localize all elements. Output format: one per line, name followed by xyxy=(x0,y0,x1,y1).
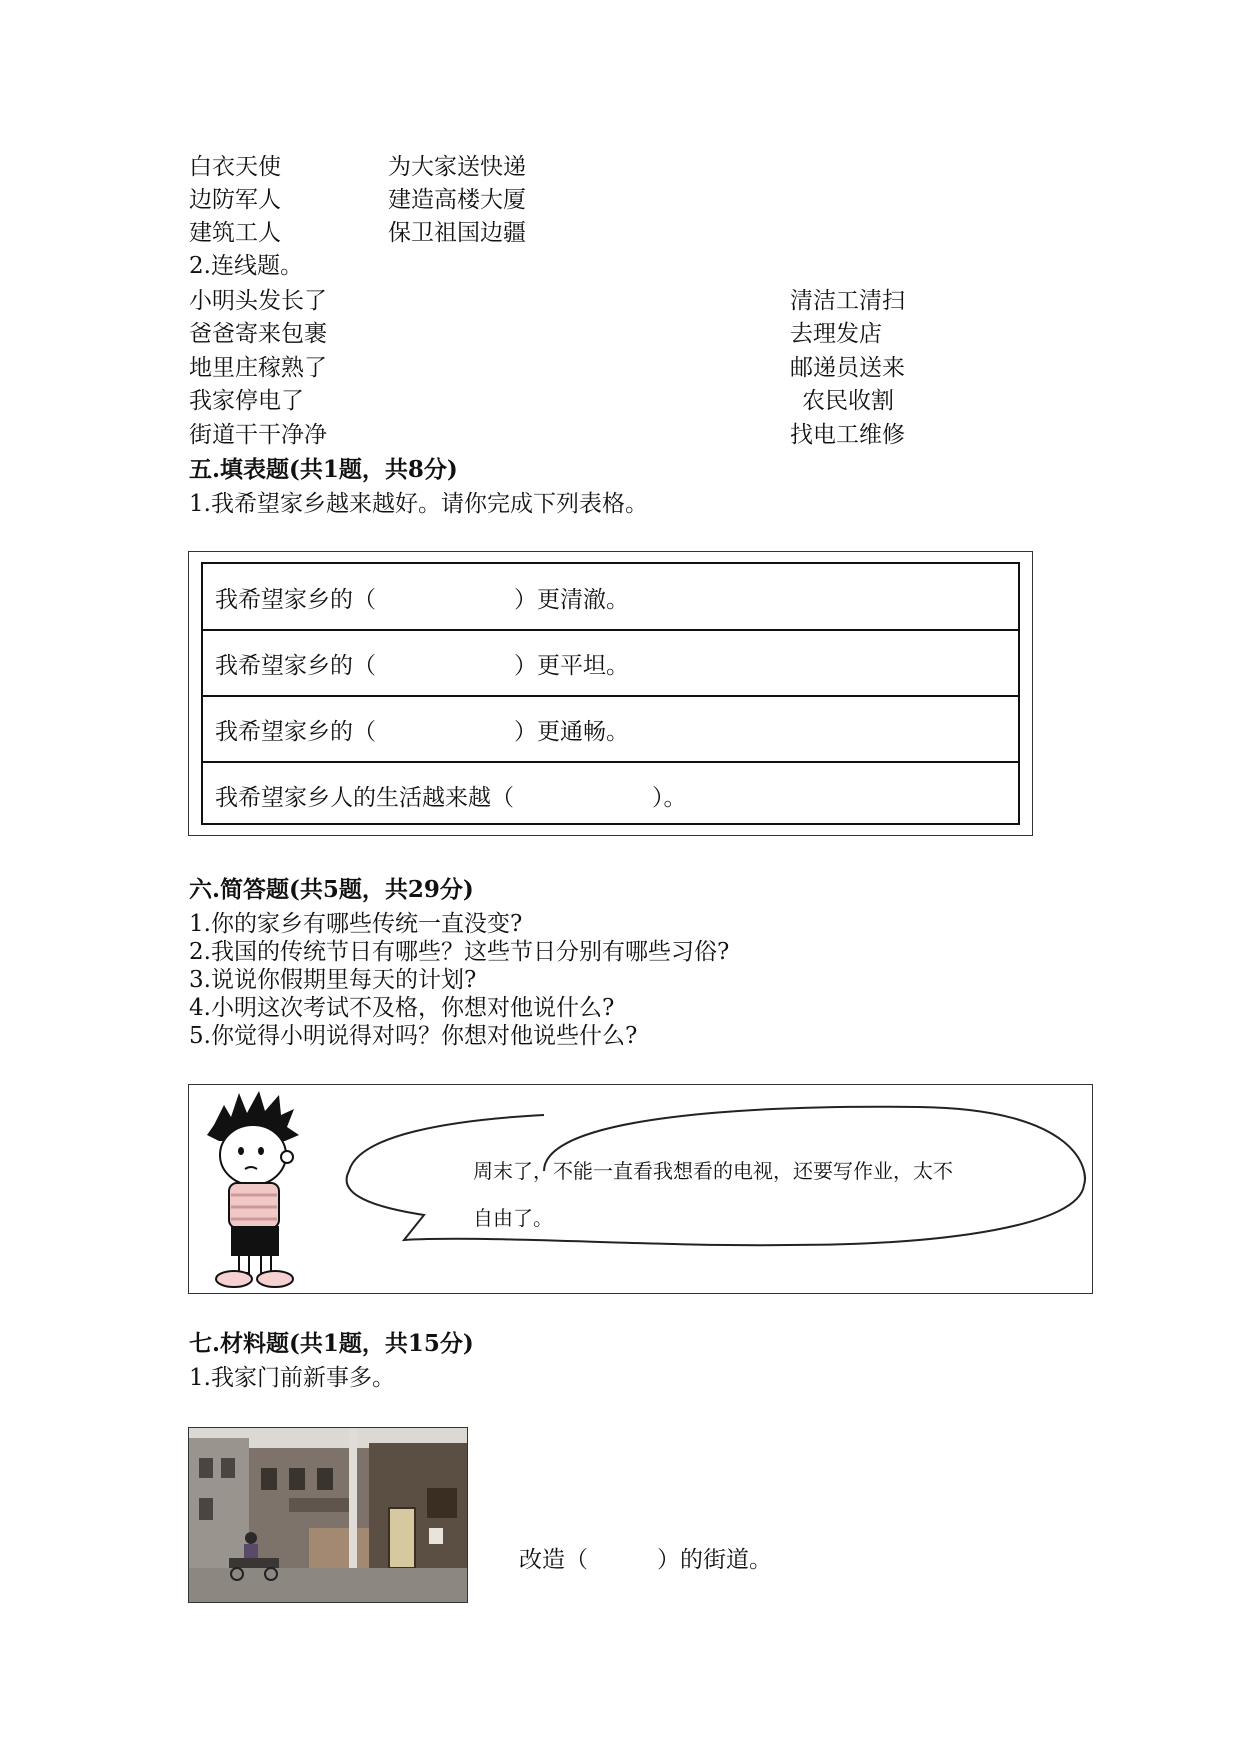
connect-left-3: 地里庄稼熟了 xyxy=(189,355,327,381)
section6-question-3: 3.说说你假期里每天的计划? xyxy=(189,967,477,993)
section5-title: 五.填表题(共1题，共8分) xyxy=(189,456,458,483)
connect-right-2: 去理发店 xyxy=(790,321,882,347)
connect-right-3: 邮递员送来 xyxy=(790,355,905,381)
table-row xyxy=(203,696,1018,763)
boy-eye-left xyxy=(238,1147,244,1155)
connect-left-5: 街道干干净净 xyxy=(189,422,327,448)
table-row xyxy=(203,762,1018,827)
match-left-2: 边防军人 xyxy=(189,187,281,213)
table-cell: 我希望家乡的（ ）更平坦。 xyxy=(215,653,629,679)
section6-question-5: 5.你觉得小明说得对吗？你想对他说些什么? xyxy=(189,1023,638,1049)
section7-question: 1.我家门前新事多。 xyxy=(189,1365,395,1391)
table-row xyxy=(203,564,1018,631)
connect-right-4: 农民收割 xyxy=(802,388,894,414)
boy-shoe-right xyxy=(257,1271,293,1287)
table-cell: 我希望家乡的（ ）更通畅。 xyxy=(215,719,629,745)
match-left-3: 建筑工人 xyxy=(189,220,281,246)
boy-eye-right xyxy=(258,1147,264,1155)
table-cell: 我希望家乡的（ ）更清澈。 xyxy=(215,587,629,613)
section5-question: 1.我希望家乡越来越好。请你完成下列表格。 xyxy=(189,491,648,517)
connect-left-1: 小明头发长了 xyxy=(189,288,327,314)
fill-table xyxy=(188,551,1033,836)
connect-right-5: 找电工维修 xyxy=(790,422,905,448)
section7-title: 七.材料题(共1题，共15分) xyxy=(189,1330,474,1357)
cartoon-panel xyxy=(188,1084,1093,1294)
table-cell: 我希望家乡人的生活越来越（ ）。 xyxy=(215,785,687,811)
connect-label: 2.连线题。 xyxy=(189,253,303,279)
table-row xyxy=(203,630,1018,697)
cartoon-illustration xyxy=(189,1085,1094,1295)
match-right-1: 为大家送快递 xyxy=(388,154,526,180)
match-right-3: 保卫祖国边疆 xyxy=(388,220,526,246)
connect-left-4: 我家停电了 xyxy=(189,388,304,414)
section7-caption: 改造（ ）的街道。 xyxy=(519,1547,772,1573)
boy-face xyxy=(220,1125,286,1185)
old-street-photo xyxy=(188,1427,468,1603)
boy-shoe-left xyxy=(216,1271,252,1287)
fill-table-inner xyxy=(201,562,1020,825)
section6-question-4: 4.小明这次考试不及格，你想对他说什么? xyxy=(189,995,615,1021)
street-photo-illustration xyxy=(189,1428,468,1603)
section6-question-2: 2.我国的传统节日有哪些？这些节日分别有哪些习俗? xyxy=(189,939,730,965)
match-left-1: 白衣天使 xyxy=(189,154,281,180)
match-right-2: 建造高楼大厦 xyxy=(388,187,526,213)
bubble-text-line2: 自由了。 xyxy=(473,1206,553,1230)
boy-ear xyxy=(281,1151,293,1163)
bubble-text-line1: 周末了，不能一直看我想看的电视，还要写作业，太不 xyxy=(473,1159,953,1183)
connect-left-2: 爸爸寄来包裹 xyxy=(189,321,327,347)
section6-title: 六.简答题(共5题，共29分) xyxy=(189,876,474,903)
connect-right-1: 清洁工清扫 xyxy=(790,288,905,314)
section6-question-1: 1.你的家乡有哪些传统一直没变? xyxy=(189,911,523,937)
boy-shorts xyxy=(231,1226,279,1256)
